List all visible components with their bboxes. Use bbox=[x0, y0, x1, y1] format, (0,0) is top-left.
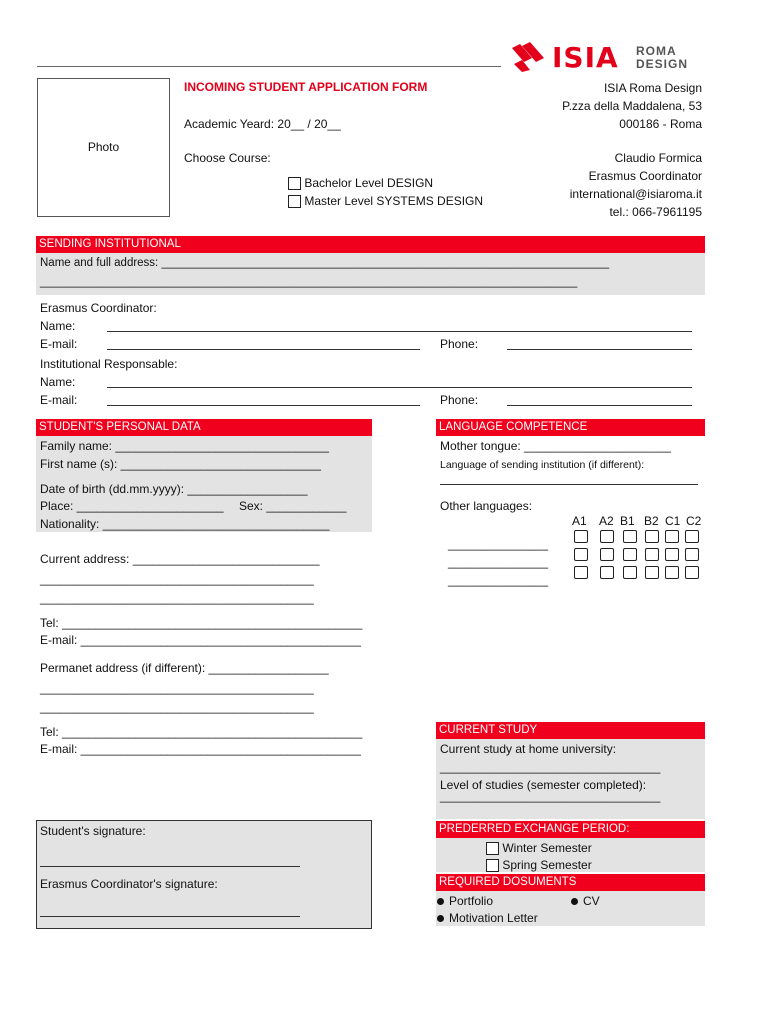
resp-phone-label: Phone: bbox=[440, 393, 479, 407]
current-email-field[interactable]: E-mail: __________________________________________ bbox=[40, 633, 361, 647]
checkbox-icon[interactable] bbox=[288, 177, 301, 190]
nationality-field[interactable]: Nationality: __________________________________ bbox=[40, 517, 330, 531]
checkbox-icon[interactable] bbox=[288, 195, 301, 208]
permanent-address-line[interactable]: _________________________________________ bbox=[40, 700, 314, 714]
dob-field[interactable]: Date of birth (dd.mm.yyyy): __________________ bbox=[40, 482, 308, 496]
resp-email-field[interactable] bbox=[107, 405, 420, 406]
level-checkbox[interactable] bbox=[623, 530, 637, 543]
resp-name-field[interactable] bbox=[107, 387, 692, 388]
checkbox-icon[interactable] bbox=[486, 859, 499, 872]
resp-name-label: Name: bbox=[40, 375, 76, 389]
level-checkbox[interactable] bbox=[665, 548, 679, 561]
permanent-address-field[interactable]: Permanet address (if different): __________________ bbox=[40, 661, 329, 675]
other-languages-label: Other languages: bbox=[440, 499, 533, 513]
permanent-tel-field[interactable]: Tel: _____________________________________________ bbox=[40, 725, 363, 739]
isia-logo bbox=[510, 40, 700, 74]
level-c1: C1 bbox=[665, 514, 681, 528]
current-study-field[interactable]: _________________________________ bbox=[440, 760, 661, 774]
level-a2: A2 bbox=[599, 514, 614, 528]
student-signature-line[interactable] bbox=[40, 866, 300, 867]
required-documents-header: REQUIRED DOSUMENTS bbox=[436, 874, 705, 891]
other-language-3[interactable]: _______________ bbox=[448, 573, 549, 587]
level-checkbox[interactable] bbox=[600, 530, 614, 543]
level-checkbox[interactable] bbox=[623, 566, 637, 579]
photo-box bbox=[37, 78, 170, 217]
level-checkbox[interactable] bbox=[665, 530, 679, 543]
level-checkbox[interactable] bbox=[645, 566, 659, 579]
institution-line: 000186 - Roma bbox=[619, 117, 702, 131]
coordinator-contact bbox=[570, 149, 702, 221]
permanent-email-field[interactable]: E-mail: __________________________________________ bbox=[40, 742, 361, 756]
level-of-studies-field[interactable]: _________________________________ bbox=[440, 789, 661, 803]
first-name-field[interactable]: First name (s): ______________________________ bbox=[40, 457, 321, 471]
exchange-option-winter[interactable] bbox=[486, 839, 592, 857]
coord-phone-label: Phone: bbox=[440, 337, 479, 351]
level-checkbox[interactable] bbox=[665, 566, 679, 579]
current-study-header: CURRENT STUDY bbox=[436, 722, 705, 739]
current-address-field[interactable]: Current address: ____________________________ bbox=[40, 552, 320, 566]
other-language-1[interactable]: _______________ bbox=[448, 537, 549, 551]
bullet-icon bbox=[437, 915, 444, 922]
top-rule bbox=[37, 66, 501, 67]
exchange-option-label: Winter Semester bbox=[502, 841, 592, 855]
level-checkbox[interactable] bbox=[574, 548, 588, 561]
coordinator-line: Claudio Formica bbox=[614, 151, 702, 165]
document-label: Portfolio bbox=[449, 894, 494, 908]
sending-name-address[interactable]: Name and full address: ______________________________________________________________________ bbox=[40, 257, 610, 269]
institution-address bbox=[562, 79, 702, 133]
level-of-studies-label: Level of studies (semester completed): bbox=[440, 778, 647, 792]
sending-language-field[interactable] bbox=[440, 484, 698, 485]
institution-line: ISIA Roma Design bbox=[603, 81, 702, 95]
current-tel-field[interactable]: Tel: _____________________________________________ bbox=[40, 616, 363, 630]
coord-email-field[interactable] bbox=[107, 349, 420, 350]
level-checkbox[interactable] bbox=[645, 530, 659, 543]
level-c2: C2 bbox=[686, 514, 702, 528]
level-checkbox[interactable] bbox=[600, 566, 614, 579]
coordinator-line: tel.: 066-7961195 bbox=[609, 205, 702, 219]
current-address-line[interactable]: _________________________________________ bbox=[40, 572, 314, 586]
current-study-label: Current study at home university: bbox=[440, 742, 617, 756]
level-b2: B2 bbox=[644, 514, 659, 528]
document-motivation-letter bbox=[437, 909, 538, 927]
level-headers bbox=[568, 514, 708, 530]
coord-phone-field[interactable] bbox=[507, 349, 692, 350]
student-signature-label: Student's signature: bbox=[40, 824, 146, 838]
sending-name-address-cont[interactable]: ____________________________________________________________________________________ bbox=[40, 276, 578, 288]
choose-course-label: Choose Course: bbox=[184, 151, 271, 165]
photo-label: Photo bbox=[87, 140, 120, 154]
place-field[interactable]: Place: ______________________ bbox=[40, 499, 224, 513]
inst-responsable-label: Institutional Responsable: bbox=[40, 357, 178, 371]
other-language-2[interactable]: _______________ bbox=[448, 555, 549, 569]
logo-sub-design: DESIGN bbox=[636, 57, 689, 71]
family-name-field[interactable]: Family name: ________________________________ bbox=[40, 439, 329, 453]
logo-mark-icon bbox=[510, 42, 548, 72]
level-checkbox[interactable] bbox=[645, 548, 659, 561]
form-title: INCOMING STUDENT APPLICATION FORM bbox=[184, 80, 428, 94]
document-cv bbox=[571, 892, 600, 910]
permanent-address-line[interactable]: _________________________________________ bbox=[40, 681, 314, 695]
course-option-label: Bachelor Level DESIGN bbox=[304, 176, 434, 190]
academic-year: Academic Yeard: 20__ / 20__ bbox=[184, 117, 341, 131]
document-label: CV bbox=[583, 894, 600, 908]
document-portfolio bbox=[437, 892, 493, 910]
level-checkbox[interactable] bbox=[574, 566, 588, 579]
sending-language-label: Language of sending institution (if different): bbox=[440, 459, 645, 471]
institution-line: P.zza della Maddalena, 53 bbox=[562, 99, 702, 113]
coord-name-label: Name: bbox=[40, 319, 76, 333]
sex-field[interactable]: Sex: ____________ bbox=[239, 499, 347, 513]
bullet-icon bbox=[437, 898, 444, 905]
mother-tongue-field[interactable]: Mother tongue: ______________________ bbox=[440, 439, 671, 453]
sending-header: SENDING INSTITUTIONAL bbox=[36, 236, 705, 253]
coordinator-signature-line[interactable] bbox=[40, 916, 300, 917]
level-checkbox[interactable] bbox=[600, 548, 614, 561]
level-checkbox[interactable] bbox=[685, 548, 699, 561]
level-b1: B1 bbox=[620, 514, 635, 528]
level-checkbox[interactable] bbox=[685, 566, 699, 579]
course-option-master[interactable] bbox=[288, 192, 483, 210]
coordinator-signature-label: Erasmus Coordinator's signature: bbox=[40, 877, 218, 891]
exchange-option-label: Spring Semester bbox=[502, 858, 592, 872]
language-header: LANGUAGE COMPETENCE bbox=[436, 419, 705, 436]
level-checkbox[interactable] bbox=[685, 530, 699, 543]
exchange-period-header: PREDERRED EXCHANGE PERIOD: bbox=[436, 821, 705, 838]
coordinator-line: international@isiaroma.it bbox=[569, 187, 702, 201]
level-a1: A1 bbox=[572, 514, 587, 528]
course-option-bachelor[interactable] bbox=[288, 174, 433, 192]
course-option-label: Master Level SYSTEMS DESIGN bbox=[304, 194, 484, 208]
resp-email-label: E-mail: bbox=[40, 393, 78, 407]
resp-phone-field[interactable] bbox=[507, 405, 692, 406]
logo-brand: ISIA bbox=[552, 41, 619, 74]
coord-name-field[interactable] bbox=[107, 331, 692, 332]
erasmus-coordinator-label: Erasmus Coordinator: bbox=[40, 301, 157, 315]
current-address-line[interactable]: _________________________________________ bbox=[40, 591, 314, 605]
coord-email-label: E-mail: bbox=[40, 337, 78, 351]
exchange-option-spring[interactable] bbox=[486, 856, 592, 874]
checkbox-icon[interactable] bbox=[486, 842, 499, 855]
personal-data-header: STUDENT'S PERSONAL DATA bbox=[36, 419, 372, 436]
bullet-icon bbox=[571, 898, 578, 905]
logo-sub-roma: ROMA bbox=[636, 44, 677, 58]
level-checkbox[interactable] bbox=[623, 548, 637, 561]
level-checkbox[interactable] bbox=[574, 530, 588, 543]
document-label: Motivation Letter bbox=[449, 911, 538, 925]
coordinator-line: Erasmus Coordinator bbox=[588, 169, 702, 183]
